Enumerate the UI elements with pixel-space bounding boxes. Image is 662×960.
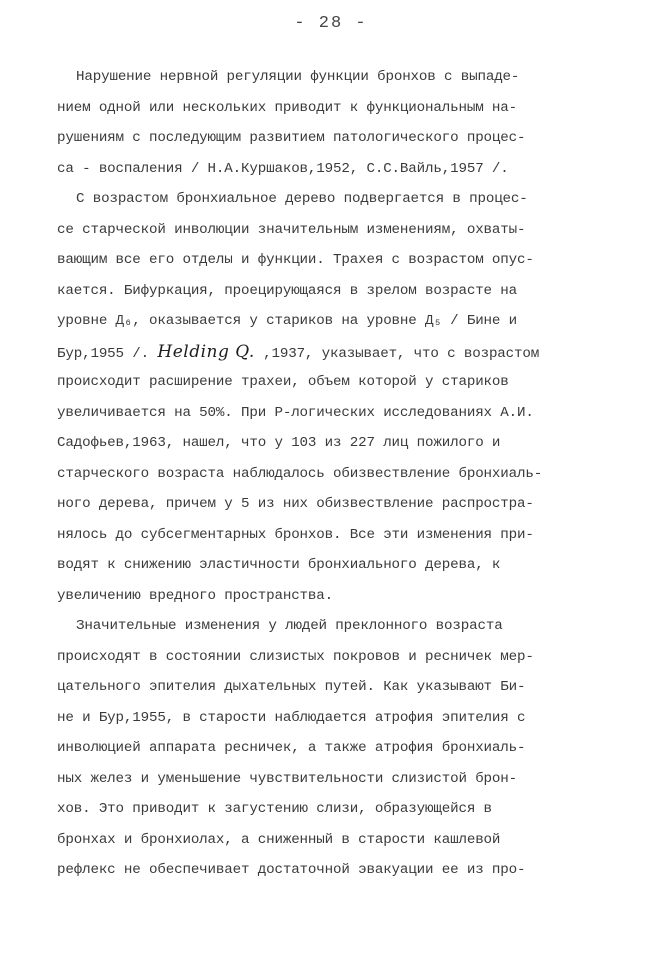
text-line: происходит расширение трахеи, объем которой у стариков	[57, 374, 509, 390]
text-segment: ,1937, указывает, что с возрастом	[254, 345, 540, 362]
text-line: Садофьев,1963, нашел, что у 103 из 227 лиц пожилого и	[57, 435, 501, 451]
text-line: бронхах и бронхиолах, а сниженный в старости кашлевой	[57, 831, 501, 848]
text-line: уровне Д₆, оказывается у стариков на уровне Д₅ / Бине и	[57, 313, 518, 329]
text-line: увеличивается на 50%. При Р-логических исследованиях А.И.	[57, 404, 534, 421]
text-line: ных желез и уменьшение чувствительности слизистой брон-	[57, 770, 518, 787]
text-line: нием одной или нескольких приводит к функциональным на-	[57, 99, 518, 116]
text-line: Значительные изменения у людей преклонного возраста	[76, 618, 503, 634]
text-line: не и Бур,1955, в старости наблюдается атрофия эпителия с	[57, 709, 526, 726]
text-line: са - воспаления / Н.А.Куршаков,1952, С.С.Вайль,1957 /.	[57, 160, 509, 177]
page-number: - 28 -	[294, 14, 368, 33]
page-body	[57, 62, 617, 886]
text-line: увеличению вредного пространства.	[57, 587, 334, 604]
text-line: се старческой инволюции значительным изменениям, охваты-	[57, 221, 526, 238]
text-line: нялось до субсегментарных бронхов. Все эти изменения при-	[57, 526, 534, 543]
text-line: кается. Бифуркация, проецирующаяся в зрелом возрасте на	[57, 282, 518, 299]
text-line: С возрастом бронхиальное дерево подвергается в процес-	[76, 191, 528, 207]
text-line: происходят в состоянии слизистых покровов и ресничек мер-	[57, 648, 534, 665]
text-line-with-handwriting	[57, 337, 617, 368]
text-line: старческого возраста наблюдалось обизвествление бронхиаль-	[57, 465, 543, 482]
handwritten-author-name: Helding Q.	[157, 341, 255, 362]
text-segment: Бур,1955 /.	[57, 345, 158, 362]
text-line: цательного эпителия дыхательных путей. Как указывают Би-	[57, 679, 526, 695]
text-line: хов. Это приводит к загустению слизи, образующейся в	[57, 801, 492, 817]
text-line: рефлекс не обеспечивает достаточной эвакуации ее из про-	[57, 862, 526, 878]
text-line: водят к снижению эластичности бронхиального дерева, к	[57, 557, 501, 573]
text-line: рушениям с последующим развитием патологического процес-	[57, 130, 526, 146]
text-line: Нарушение нервной регуляции функции бронхов с выпаде-	[76, 69, 520, 85]
text-line: вающим все его отделы и функции. Трахея с возрастом опус-	[57, 252, 534, 268]
text-line: ного дерева, причем у 5 из них обизвествление распростра-	[57, 496, 534, 512]
text-line: инволюцией аппарата ресничек, а также атрофия бронхиаль-	[57, 740, 526, 756]
